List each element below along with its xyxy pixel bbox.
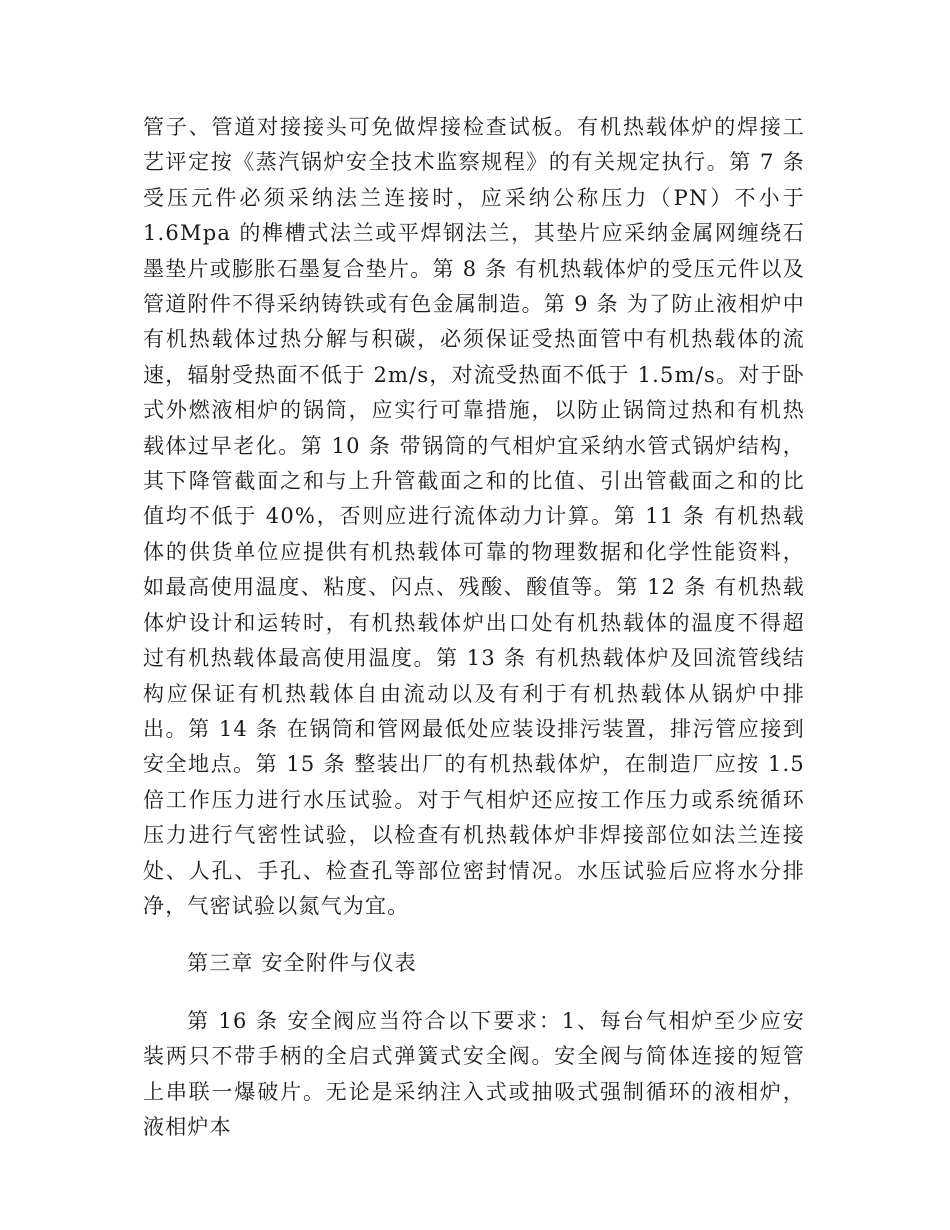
chapter-heading: 第三章 安全附件与仪表 <box>187 951 417 976</box>
document-page <box>143 110 805 1145</box>
body-paragraph-article-16: 第 16 条 安全阀应当符合以下要求：1、每台气相炉至少应安装两只不带手柄的全启式弹簧式安全阀。安全阀与简体连接的短管上串联一爆破片。无论是采纳注入式或抽吸式强制循环的液相炉，液相炉本 <box>143 1008 805 1139</box>
body-paragraph-continued: 管子、管道对接接头可免做焊接检查试板。有机热载体炉的焊接工艺评定按《蒸汽锅炉安全技术监察规程》的有关规定执行。第 7 条 受压元件必须采纳法兰连接时，应采纳公称压力（PN）不小于 1.6Mpa 的榫槽式法兰或平焊钢法兰，其垫片应采纳金属网缠绕石墨垫片或膨胀石墨复合垫片。第 8 条 有机热载体炉的受压元件以及管道附件不得采纳铸铁或有色金属制造。第 9 条 为了防止液相炉中有机热载体过热分解与积碳，必须保证受热面管中有机热载体的流速，辐射受热面不低于 2m/s，对流受热面不低于 1.5m/s。对于卧式外燃液相炉的锅筒，应实行可靠措施，以防止锅筒过热和有机热载体过早老化。第 10 条 带锅筒的气相炉宜采纳水管式锅炉结构，其下降管截面之和与上升管截面之和的比值、引出管截面之和的比值均不低于 40%，否则应进行流体动力计算。第 11 条 有机热载体的供货单位应提供有机热载体可靠的物理数据和化学性能资料，如最高使用温度、粘度、闪点、残酸、酸值等。第 12 条 有机热载体炉设计和运转时，有机热载体炉出口处有机热载体的温度不得超过有机热载体最高使用温度。第 13 条 有机热载体炉及回流管线结构应保证有机热载体自由流动以及有利于有机热载体从锅炉中排出。第 14 条 在锅筒和管网最低处应装设排污装置，排污管应接到安全地点。第 15 条 整装出厂的有机热载体炉，在制造厂应按 1.5 倍工作压力进行水压试验。对于气相炉还应按工作压力或系统循环压力进行气密性试验，以检查有机热载体炉非焊接部位如法兰连接处、人孔、手孔、检查孔等部位密封情况。水压试验后应将水分排净，气密试验以氮气为宜。 <box>143 115 805 918</box>
